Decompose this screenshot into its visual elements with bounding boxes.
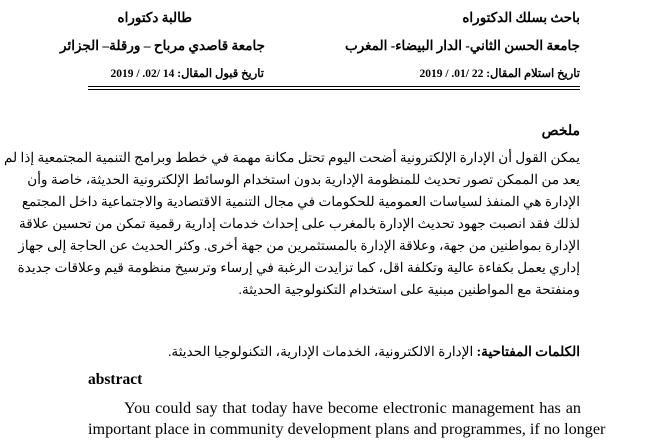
right-author-role: باحث بسلك الدكتوراه <box>462 10 580 25</box>
accepted-date: تاريخ قبول المقال: 14 /02. / 2019 <box>110 68 264 80</box>
english-abstract-body <box>88 398 606 440</box>
arabic-abstract-line: لذلك فقد انصبت جهود تحديث الإدارة بالمغرب على إحداث خدمات إدارية رقمية تمكن من تحسين علاقة <box>19 216 580 231</box>
header-divider-top <box>88 86 580 87</box>
left-author-affiliation: جامعة قاصدي مرباح – ورقلة– الجزائر <box>60 38 265 53</box>
english-abstract-line: important place in community development plans and programmes, if no longer <box>88 420 606 438</box>
english-abstract-heading: abstract <box>88 371 143 388</box>
arabic-abstract-line: يمكن القول أن الإدارة الإلكترونية أضحت اليوم تحتل مكانة مهمة في خطط وبرامج التنمية المجتمعية إذا لم <box>3 150 580 165</box>
arabic-abstract-heading: ملخص <box>541 124 580 139</box>
english-abstract-line: You could say that today have become electronic management has an <box>124 399 581 417</box>
right-author-affiliation: جامعة الحسن الثاني- الدار البيضاء- المغرب <box>344 38 580 53</box>
arabic-abstract-line: إداري يعمل بكفاءة عالية وتكلفة اقل، كما تزايدت الرغبة في إرساء وترسيخ منظومة قيم وعلاقات جديدة <box>17 260 580 275</box>
arabic-abstract-line: الإدارة هي المنفذ لسياسات العمومية للحكومات في مجال التنمية الاقتصادية والاجتماعية داخل المجتمع <box>21 194 580 209</box>
keywords-label: الكلمات المفتاحية: <box>476 344 580 359</box>
arabic-abstract-body <box>3 147 580 301</box>
left-author-role: طالبة دكتوراه <box>117 10 192 25</box>
arabic-abstract-line: يعد من الممكن تصور تحديث للمنظومة الإدارية بدون استخدام الوسائط الإلكترونية الحديثة، خاصة وأن <box>27 172 580 187</box>
received-date: تاريخ استلام المقال: 22 /01. / 2019 <box>419 68 580 80</box>
keywords <box>168 344 580 360</box>
arabic-abstract-line: ومنفتحة مع المواطنين مبنية على استخدام التكنولوجية الحديثة. <box>238 282 580 297</box>
keywords-list: الإدارة الالكترونية، الخدمات الإدارية، التكنولوجيا الحديثة. <box>168 344 477 359</box>
header-divider-bottom <box>88 89 580 90</box>
arabic-abstract-line: الإدارة بمواطنين من جهة، وعلاقة الإدارة بالمستثمرين من جهة أخرى. وكثر الحديث عن الحاجة إلى جهاز <box>18 238 580 253</box>
